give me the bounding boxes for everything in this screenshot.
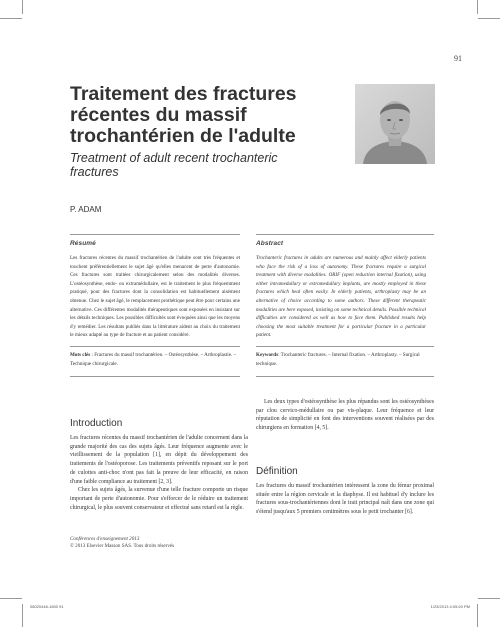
keywords-text: : Trochanteric fractures. – Internal fixation. – Arthroplasty. – Surgical technique. — [256, 352, 420, 367]
keywords-text: : Fractures du massif trochantérien. – Ostéosynthèse. – Arthroplastie. – Technique chirurgicale. — [70, 352, 237, 367]
print-slug-left: 08020446-1800 91 — [30, 604, 64, 609]
crop-mark — [22, 0, 23, 14]
paragraph: Chez les sujets âgés, la survenue d'une telle fracture comporte un risque important de perte d'autonomie. Pour s'efforcer de le réduire un traitement chirurgical, le plus souvent conservateur et effectué sans retard est la règle. — [70, 487, 248, 511]
definition-text — [256, 482, 434, 517]
page-number: 91 — [454, 54, 462, 63]
abstract-keywords — [256, 351, 434, 368]
title-line: Traitement des fractures — [70, 83, 297, 105]
resume-keywords — [70, 351, 240, 368]
print-slug-right: 1/23/2013 4:05:20 PM — [430, 604, 470, 609]
paragraph: Les fractures du massif trochantérien intéressent la zone du fémur proximal située entre la région cervicale et la diaphyse. Il est habituel d'y inclure les fractures sous-trochantériennes dont le trait principal naît dans une zone qui s'étend jusqu'aux 5 premiers centimètres sous le petit trochanter [6]. — [256, 483, 434, 516]
abstract-heading: Abstract — [256, 240, 284, 247]
subtitle-line: fractures — [70, 165, 119, 179]
author-name: P. ADAM — [70, 205, 102, 214]
introduction-heading: Introduction — [70, 418, 123, 429]
crop-mark — [22, 604, 23, 627]
author-photo — [355, 84, 435, 164]
crop-mark — [478, 18, 500, 19]
abstract-text: Trochanteric fractures in adults are numerous and mainly affect elderly patients who face the risk of a loss of autonomy. These fractures require a surgical treatment with diverse modalities. ORIF (open reduction internal fixation), using either intramedullary or extramedullary implants, are mostly employed in these fractures which heal often easily. In elderly patients, arthroplasty may be an alternative of choice according to some authors. These different therapeutic modalities are here exposed, insisting on some technical details. Possible technical difficulties are considered as well as how to face them. Published results help choosing the most suitable treatment for a particular fracture in a particular patient. — [256, 255, 426, 339]
crop-mark — [478, 598, 500, 599]
keywords-label: Mots clés — [70, 352, 91, 358]
resume-heading: Résumé — [70, 240, 96, 247]
journal-name: Conférences d'enseignement 2013 — [70, 536, 140, 542]
crop-mark — [0, 598, 22, 599]
crop-mark — [477, 0, 478, 14]
copyright: © 2013 Elsevier Masson SAS. Tous droits réservés — [70, 543, 175, 549]
definition-heading: Définition — [256, 466, 298, 477]
abstract-rule — [256, 234, 434, 235]
abstract-rule — [70, 234, 240, 235]
keywords-rule-bottom — [70, 376, 240, 377]
introduction-text — [70, 434, 248, 512]
title-line: récentes du massif — [70, 104, 247, 126]
crop-mark — [477, 604, 478, 627]
keywords-label: Keywords — [256, 352, 279, 358]
right-column-text — [256, 398, 434, 433]
resume-text: Les fractures récentes du massif trochantérien de l'adulte sont très fréquentes et touchent préférentiellement le sujet âgé qu'elles menacent de perte d'autonomie. Ces fractures sont traitées chirurgicalement selon des modalités diverses. L'ostéosynthèse, endo- ou extramédullaire, est le traitement le plus fréquemment pratiqué, pour des fractures dont la consolidation est habituellement aisément obtenue. Chez le sujet âgé, le remplacement prothétique peut être pour certains une alternative. Ces différentes modalités thérapeutiques sont exposées en insistant sur les détails techniques. Les possibles difficultés sont évoquées ainsi que les moyens d'y remédier. Les résultats publiés dans la littérature aident au choix du traitement le mieux adapté au type de fracture et au patient considéré. — [70, 255, 240, 339]
article-subtitle — [70, 151, 350, 179]
subtitle-line: Treatment of adult recent trochanteric — [70, 151, 278, 165]
keywords-rule-bottom — [256, 376, 434, 377]
crop-mark — [0, 18, 22, 19]
page-footer — [70, 536, 174, 550]
paragraph: Les deux types d'ostéosynthèse les plus répandus sont les ostéosynthèses par clou cervico-médullaire ou par vis-plaque. Leur fréquence et leur réputation de simplicité en font des interventions souvent réalisées par des chirurgiens en formation [4, 5]. — [256, 399, 434, 432]
title-line: trochantérien de l'adulte — [70, 125, 296, 147]
article-title — [70, 84, 335, 147]
keywords-rule — [256, 346, 434, 347]
paragraph: Les fractures récentes du massif trochantérien de l'adulte concernent dans la grande majorité des cas des sujets âgés. Leur fréquence augmente avec le vieillissement de la population [1], en dépit du développement des traitements de l'ostéoporose. Les traitements préventifs reposant sur le port de culottes anti-choc n'ont pas fait la preuve de leur efficacité, en raison d'une faible compliance au traitement [2, 3]. — [70, 435, 248, 485]
keywords-rule — [70, 346, 240, 347]
